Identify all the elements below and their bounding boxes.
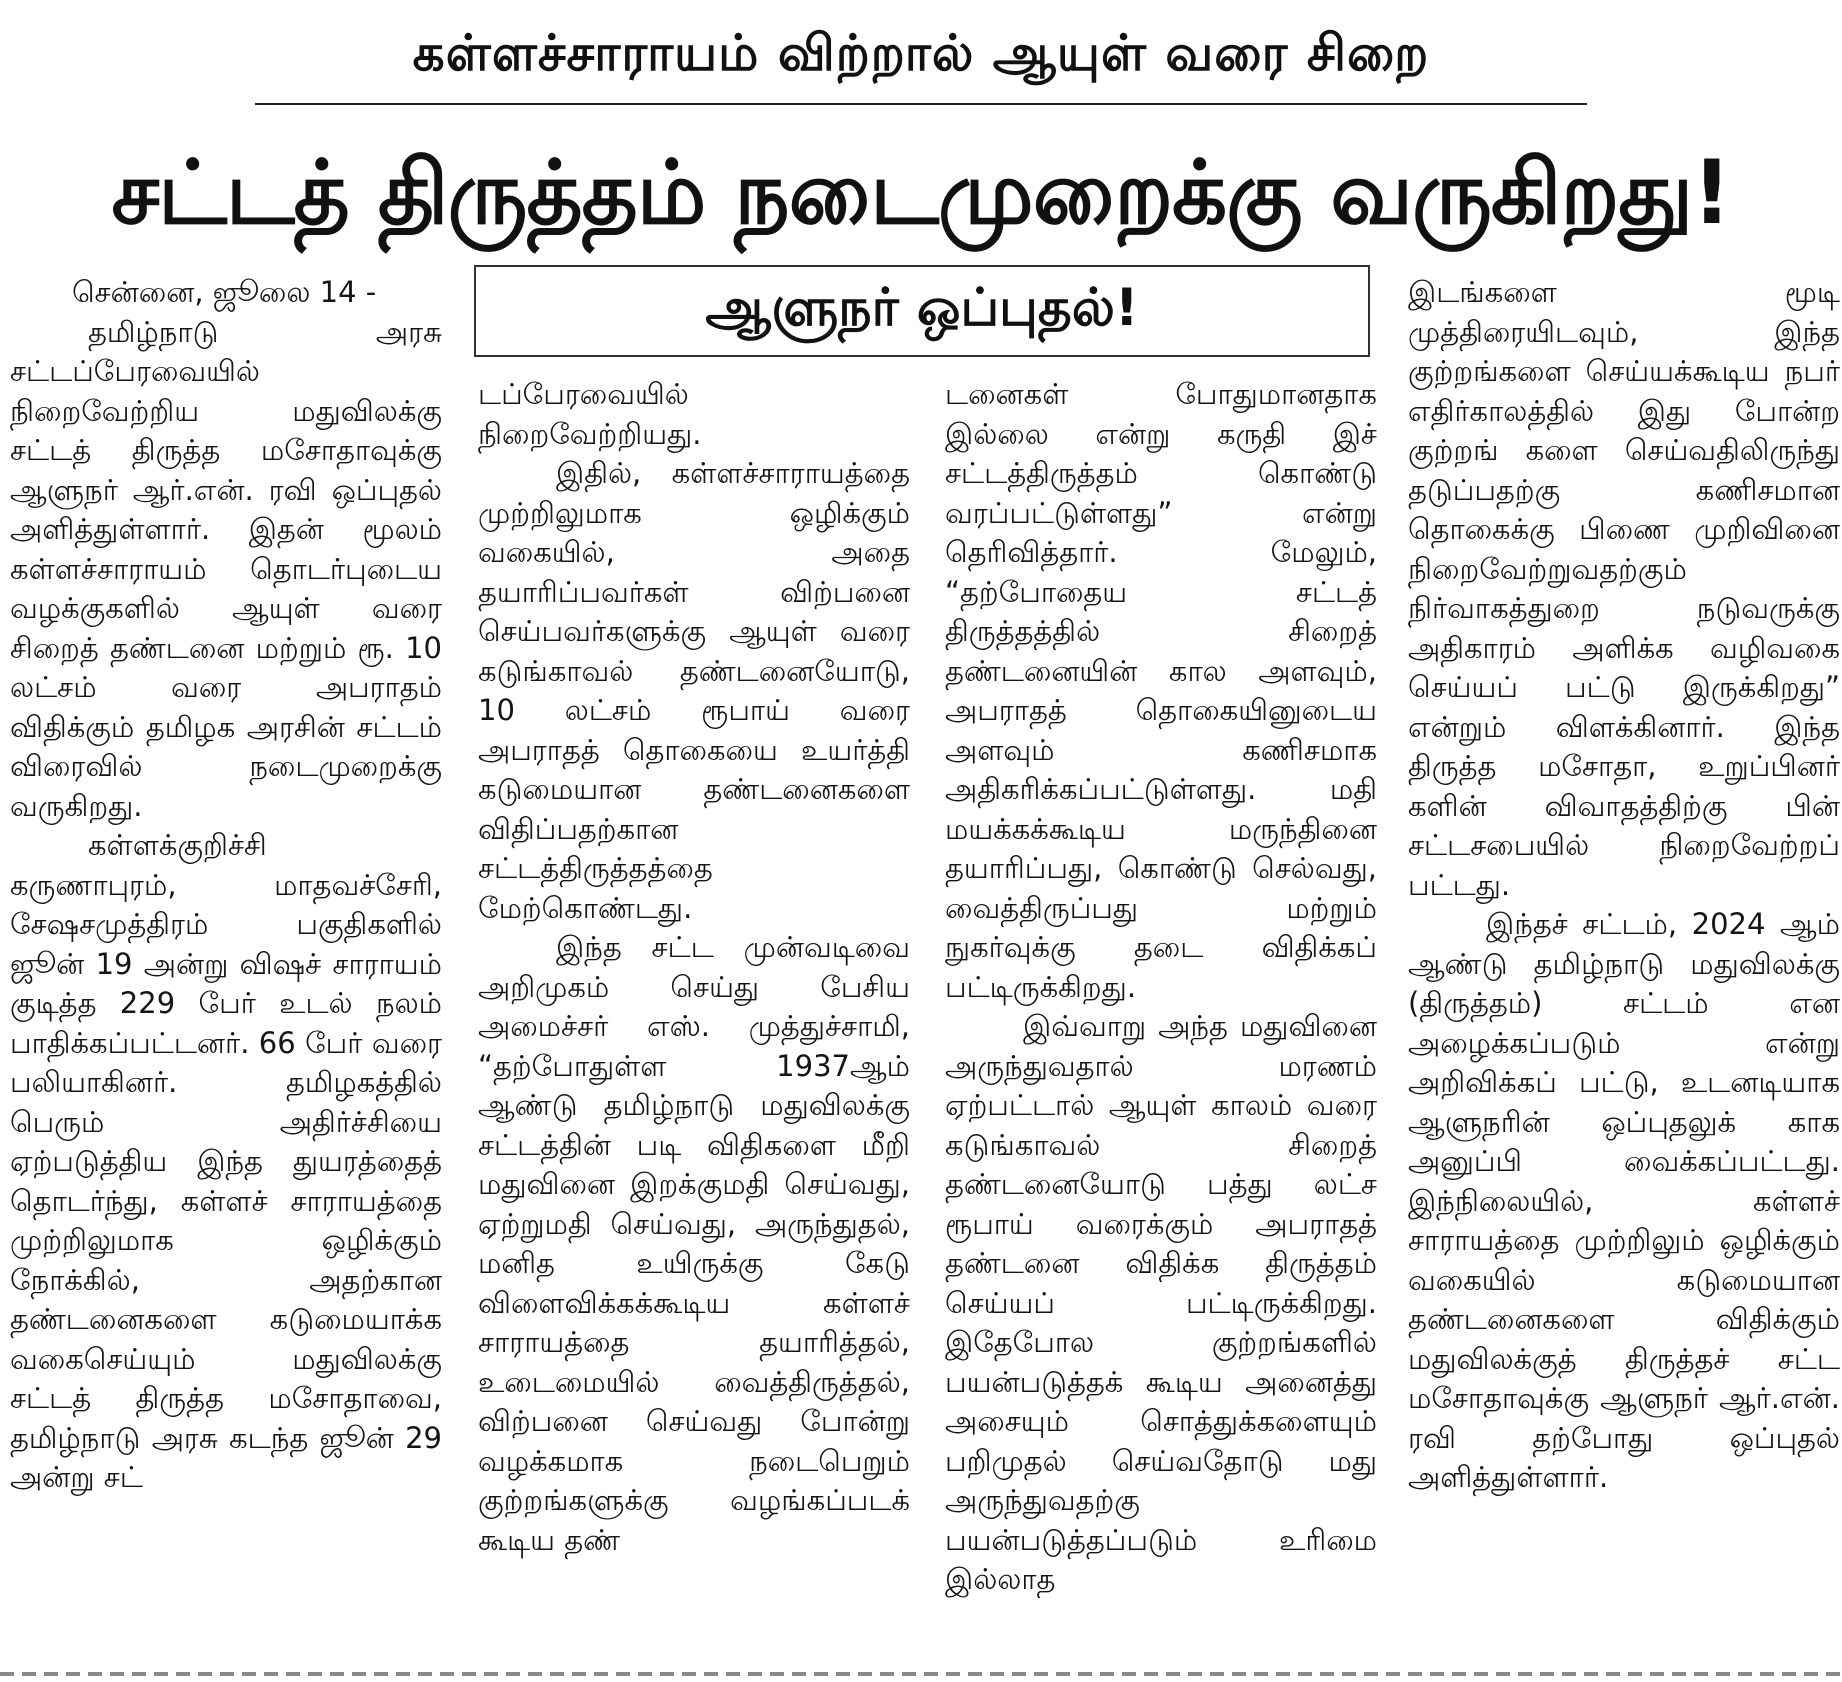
- paragraph: கள்ளக்குறிச்சி கருணாபுரம், மாதவச்சேரி, சேஷசமுத்திரம் பகுதிகளில் ஜூன் 19 அன்று விஷச் சாராயம் குடித்த 229 பேர் உடல் நலம் பாதிக்கப்பட்டனர். 66 பேர் வரை பலியாகினர். தமிழகத்தில் பெரும் அதிர்ச்சியை ஏற்படுத்திய இந்த துயரத்தைத் தொடர்ந்து, கள்ளச் சாராயத்தை முற்றிலுமாக ஒழிக்கும் நோக்கில், அதற்கான தண்டனைகளை கடுமையாக்க வகைசெய்யும் மதுவிலக்கு சட்டத் திருத்த மசோதாவை, தமிழ்நாடு அரசு கடந்த ஜூன் 29 அன்று சட்: [10, 828, 442, 1494]
- paragraph: இந்த சட்ட முன்வடிவை அறிமுகம் செய்து பேசிய அமைச்சர் எஸ். முத்துச்சாமி, “தற்போதுள்ள 1937ஆம் ஆண்டு தமிழ்நாடு மதுவிலக்கு சட்டத்தின் படி விதிகளை மீறி மதுவினை இறக்குமதி செய்வது, ஏற்றுமதி செய்வது, அருந்துதல், மனித உயிருக்கு கேடு விளைவிக்கக்கூடிய கள்ளச் சாராயத்தை தயாரித்தல், உடைமையில் வைத்திருத்தல், விற்பனை செய்வது போன்று வழக்கமாக நடைபெறும் குற்றங்களுக்கு வழங்கப்படக் கூடிய தண்: [478, 930, 910, 1557]
- headline-divider: [255, 103, 1587, 105]
- article-column-2: [478, 375, 910, 1675]
- subhead: ஆளுநர் ஒப்புதல்!: [705, 277, 1139, 338]
- paragraph: தமிழ்நாடு அரசு சட்டப்பேரவையில் நிறைவேற்றிய மதுவிலக்கு சட்டத் திருத்த மசோதாவுக்கு ஆளுநர் ஆர்.என். ரவி ஒப்புதல் அளித்துள்ளார். இதன் மூலம் கள்ளச்சாராயம் தொடர்புடைய வழக்குகளில் ஆயுள் வரை சிறைத் தண்டனை மற்றும் ரூ. 10 லட்சம் வரை அபராதம் விதிக்கும் தமிழக அரசின் சட்டம் விரைவில் நடைமுறைக்கு வருகிறது.: [10, 314, 442, 823]
- paragraph: டனைகள் போதுமானதாக இல்லை என்று கருதி இச் சட்டத்திருத்தம் கொண்டு வரப்பட்டுள்ளது” என்று தெரிவித்தார். மேலும், “தற்போதைய சட்டத் திருத்தத்தில் சிறைத் தண்டனையின் கால அளவும், அபராதத் தொகையினுடைய அளவும் கணிசமாக அதிகரிக்கப்பட்டுள்ளது. மதி மயக்கக்கூடிய மருந்தினை தயாரிப்பது, கொண்டு செல்வது, வைத்திருப்பது மற்றும் நுகர்வுக்கு தடை விதிக்கப் பட்டிருக்கிறது.: [945, 377, 1377, 1004]
- article-column-3: [945, 375, 1377, 1675]
- paragraph: டப்பேரவையில் நிறைவேற்றியது.: [478, 377, 702, 451]
- paragraph: இவ்வாறு அந்த மதுவினை அருந்துவதால் மரணம் ஏற்பட்டால் ஆயுள் காலம் வரை கடுங்காவல் சிறைத் தண்டனையோடு பத்து லட்ச ரூபாய் வரைக்கும் அபராதத் தண்டனை விதிக்க திருத்தம் செய்யப் பட்டிருக்கிறது. இதேபோல குற்றங்களில் பயன்படுத்தக் கூடிய அனைத்து அசையும் சொத்துக்களையும் பறிமுதல் செய்வதோடு மது அருந்துவதற்கு பயன்படுத்தப்படும் உரிமை இல்லாத: [945, 1009, 1377, 1596]
- paragraph: இதில், கள்ளச்சாராயத்தை முற்றிலுமாக ஒழிக்கும் வகையில், அதை தயாரிப்பவர்கள் விற்பனை செய்பவர்களுக்கு ஆயுள் வரை கடுங்காவல் தண்டனையோடு, 10 லட்சம் ரூபாய் வரை அபராதத் தொகையை உயர்த்தி கடுமையான தண்டனைகளை விதிப்பதற்கான சட்டத்திருத்தத்தை மேற்கொண்டது.: [478, 456, 910, 925]
- dateline: சென்னை, ஜூலை 14 -: [72, 275, 377, 309]
- paragraph: இந்தச் சட்டம், 2024 ஆம் ஆண்டு தமிழ்நாடு மதுவிலக்கு (திருத்தம்) சட்டம் என அழைக்கப்படும் என்று அறிவிக்கப் பட்டு, உடனடியாக ஆளுநரின் ஒப்புதலுக் காக அனுப்பி வைக்கப்பட்டது. இந்நிலையில், கள்ளச் சாராயத்தை முற்றிலும் ஒழிக்கும் வகையில் கடுமையான தண்டனைகளை விதிக்கும் மதுவிலக்குத் திருத்தச் சட்ட மசோதாவுக்கு ஆளுநர் ஆர்.என். ரவி தற்போது ஒப்புதல் அளித்துள்ளார்.: [1408, 907, 1840, 1494]
- clipping-bottom-edge: [0, 1672, 1842, 1676]
- main-headline: சட்டத் திருத்தம் நடைமுறைக்கு வருகிறது!: [111, 141, 1731, 244]
- article-column-4: [1408, 273, 1840, 1673]
- paragraph: இடங்களை மூடி முத்திரையிடவும், இந்த குற்றங்களை செய்யக்கூடிய நபர் எதிர்காலத்தில் இது போன்ற குற்றங் களை செய்வதிலிருந்து தடுப்பதற்கு கணிசமான தொகைக்கு பிணை முறிவினை நிறைவேற்றுவதற்கும் நிர்வாகத்துறை நடுவருக்கு அதிகாரம் அளிக்க வழிவகை செய்யப் பட்டு இருக்கிறது” என்றும் விளக்கினார். இந்த திருத்த மசோதா, உறுப்பினர் களின் விவாதத்திற்கு பின் சட்டசபையில் நிறைவேற்றப் பட்டது.: [1408, 275, 1840, 902]
- subhead-box: [474, 265, 1370, 357]
- article-column-1: [10, 273, 442, 1673]
- kicker-headline: கள்ளச்சாராயம் விற்றால் ஆயுள் வரை சிறை: [412, 24, 1430, 82]
